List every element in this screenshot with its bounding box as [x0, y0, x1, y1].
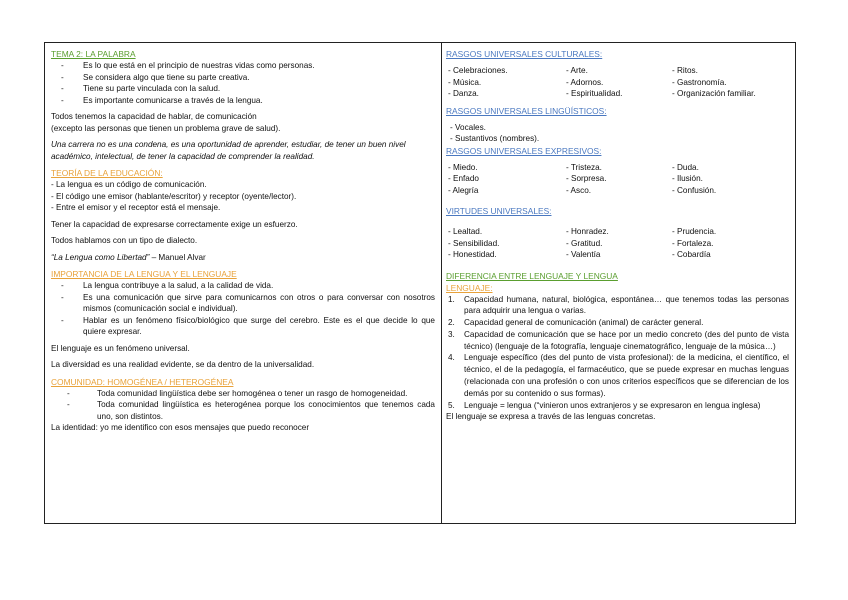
teoria-line: - La lengua es un código de comunicación.	[51, 180, 207, 189]
paragraph: El lenguaje es un fenómeno universal.	[51, 343, 190, 353]
list-item: - Toda comunidad lingüística es heterogénea porque los conocimientos que tenemos cada uno, son distintos.	[67, 399, 435, 422]
numbered-item	[446, 294, 789, 318]
grid-item: - Ritos.	[672, 66, 698, 75]
item-text: Capacidad general de comunicación (animal) de carácter general.	[464, 318, 704, 328]
grid-item: - Celebraciones.	[448, 66, 508, 75]
intro-list	[51, 60, 435, 106]
section-title-tema: TEMA 2: LA PALABRA	[51, 49, 136, 59]
grid-item: - Adornos.	[566, 77, 604, 87]
grid-item: - Organización familiar.	[672, 89, 756, 98]
section-title-teoria: TEORÍA DE LA EDUCACIÓN:	[51, 168, 163, 178]
quote-author: – Manuel Alvar	[149, 252, 206, 262]
grid-item: - Fortaleza.	[672, 238, 714, 248]
section-title-culturales: RASGOS UNIVERSALES CULTURALES:	[446, 49, 603, 59]
item-number: 3.	[448, 329, 455, 339]
grid-item: - Enfado	[448, 174, 479, 183]
section-title-virtudes: VIRTUDES UNIVERSALES:	[446, 206, 552, 216]
grid-item: - Música.	[448, 77, 482, 87]
numbered-item	[446, 352, 789, 399]
numbered-item	[446, 400, 789, 412]
grid-item: - Prudencia.	[672, 227, 717, 236]
grid-item: - Alegría	[448, 185, 479, 195]
section-title-importancia: IMPORTANCIA DE LA LENGUA Y EL LENGUAJE	[51, 269, 237, 279]
teoria-line: - Entre el emisor y el receptor está el mensaje.	[51, 203, 221, 212]
grid-item: - Sorpresa.	[566, 174, 607, 183]
item-text: Lenguaje específico (des del punto de vista profesional): de la medicina, el científico, el técnico, el de la pedagogía, el farmacéutico, que se puede expresar en muchas lenguas (relacionada con una profesión o con unos criterios específicos que se diferencian de los demás por su contenido o sus formas).	[464, 353, 789, 398]
grid-item: - Cobardía	[672, 250, 711, 259]
list-item: - Es importante comunicarse a través de la lengua.	[61, 95, 435, 107]
paragraph: Todos hablamos con un tipo de dialecto.	[51, 236, 198, 245]
grid-item: - Gratitud.	[566, 238, 603, 248]
item-number: 2.	[448, 318, 455, 328]
grid-item: - Miedo.	[448, 162, 478, 172]
paragraph: (excepto las personas que tienen un problema grave de salud).	[51, 123, 281, 133]
list-item: - Es una comunicación que sirve para comunicarnos con otros o para conversar con nosotros mismos (comunicación social e individual).	[61, 292, 435, 315]
grid-item: - Lealtad.	[448, 227, 483, 236]
grid-item: - Duda.	[672, 162, 699, 172]
quote-title: “La Lengua como Libertad”	[51, 252, 150, 262]
grid-item: - Danza.	[448, 89, 479, 98]
list-item: - Sustantivos (nombres).	[450, 134, 540, 143]
item-text: Capacidad de comunicación que se hace por un medio concreto (des del punto de vista técnico) (lenguaje de la fotografía, lenguaje cinematográfico, lenguaje de la música…)	[464, 329, 789, 351]
grid-item: - Gastronomía.	[672, 77, 727, 87]
list-item: - Toda comunidad lingüística debe ser homogénea o tener un rasgo de homogeneidad.	[67, 388, 435, 400]
teoria-line: - El código une emisor (hablante/escritor) y receptor (oyente/lector).	[51, 191, 297, 201]
numbered-item	[446, 329, 789, 353]
virtudes-grid	[446, 226, 789, 261]
italic-quote: Una carrera no es una condena, es una oportunidad de aprender, estudiar, de tener un buen nivel académico, intelectual, de tener la capacidad de comprender la realidad.	[51, 140, 406, 161]
list-item: - Se considera algo que tiene su parte creativa.	[61, 72, 435, 84]
document-sheet	[44, 42, 796, 524]
comunidad-list	[51, 388, 435, 423]
paragraph: La identidad: yo me identifico con esos mensajes que puedo reconocer	[51, 423, 310, 432]
lenguaje-list	[446, 294, 789, 412]
paragraph: La diversidad es una realidad evidente, se da dentro de la universalidad.	[51, 360, 315, 369]
grid-item: - Tristeza.	[566, 162, 602, 172]
section-title-comunidad: COMUNIDAD: HOMOGÉNEA / HETEROGÉNEA	[51, 376, 234, 387]
list-item: - La lengua contribuye a la salud, a la calidad de vida.	[61, 280, 435, 292]
grid-item: - Sensibilidad.	[448, 238, 500, 248]
grid-item: - Honestidad.	[448, 250, 497, 259]
grid-item: - Asco.	[566, 185, 592, 195]
section-title-linguisticos: RASGOS UNIVERSALES LINGÜÍSTICOS:	[446, 105, 607, 116]
section-title-lenguaje: LENGUAJE:	[446, 282, 493, 293]
grid-item: - Honradez.	[566, 227, 609, 236]
paragraph: Tener la capacidad de expresarse correctamente exige un esfuerzo.	[51, 219, 298, 229]
linguisticos-list	[446, 122, 789, 145]
list-item: - Tiene su parte vinculada con la salud.	[61, 83, 435, 95]
item-text: Lenguaje = lengua (“vinieron unos extranjeros y se expresaron en lengua inglesa)	[464, 400, 761, 410]
grid-item: - Ilusión.	[672, 174, 703, 183]
grid-item: - Valentía	[566, 250, 601, 259]
item-number: 4.	[448, 353, 455, 363]
grid-item: - Espiritualidad.	[566, 89, 623, 98]
list-item: - Vocales.	[450, 122, 486, 132]
importancia-list	[51, 280, 435, 338]
grid-item: - Arte.	[566, 66, 588, 75]
paragraph: Todos tenemos la capacidad de hablar, de comunicación	[51, 112, 257, 121]
section-title-expresivos: RASGOS UNIVERSALES EXPRESIVOS:	[446, 145, 602, 156]
quote-line	[51, 252, 435, 264]
grid-item: - Confusión.	[672, 185, 717, 195]
culturales-grid	[446, 65, 789, 100]
list-item: - Es lo que está en el principio de nuestras vidas como personas.	[61, 60, 435, 72]
item-number: 1.	[448, 294, 455, 304]
expresivos-grid	[446, 162, 789, 197]
numbered-item	[446, 317, 789, 329]
item-text: Capacidad humana, natural, biológica, espontánea… que tenemos todas las personas para adquirir una lengua o varias.	[464, 294, 789, 316]
item-number: 5.	[448, 400, 455, 410]
closing-paragraph: El lenguaje se expresa a través de las lenguas concretas.	[446, 412, 656, 422]
left-column	[45, 43, 442, 523]
list-item: - Hablar es un fenómeno físico/biológico que surge del cerebro. Este es el que decide lo que quiere expresar.	[61, 315, 435, 338]
section-title-diferencia: DIFERENCIA ENTRE LENGUAJE Y LENGUA	[446, 270, 618, 281]
right-column	[442, 43, 795, 523]
